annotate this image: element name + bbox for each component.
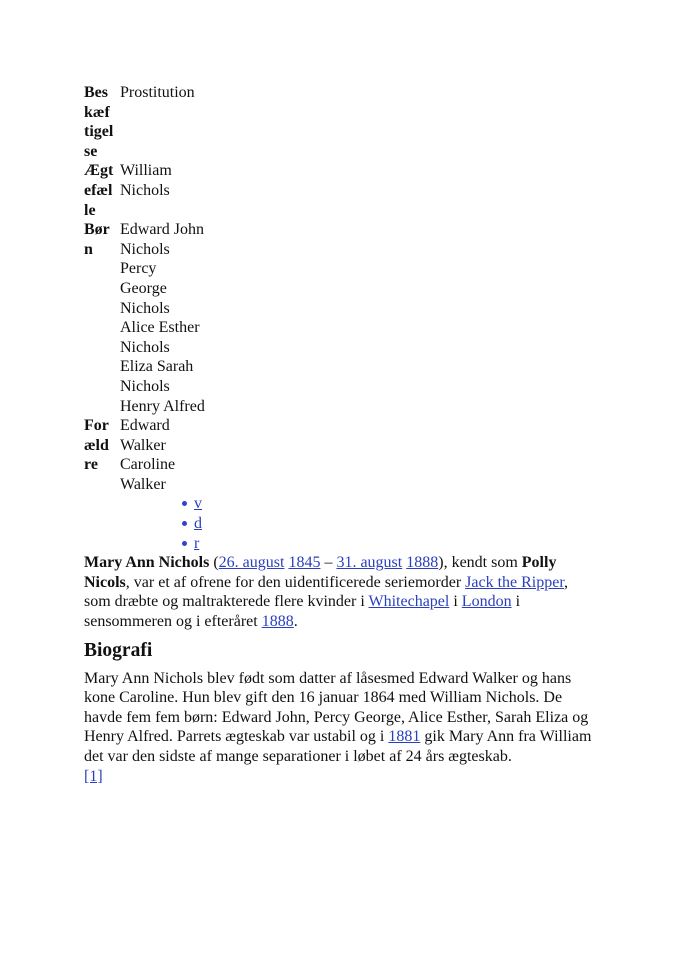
- death-date-link[interactable]: 31. august: [336, 554, 403, 572]
- birth-date-link[interactable]: 26. august: [218, 554, 285, 572]
- infobox-label: Forældre: [84, 417, 109, 474]
- intro-paragraph: [84, 553, 596, 631]
- infobox: [84, 83, 206, 494]
- biography-text: Mary Ann Nichols blev født som datter af låsesmed Edward Walker og hans kone Caroline. Hun blev gift den 16 januar 1864 med William Nichols. De havde fem fem børn: Edward John, Percy George, Alice Esther, Sarah Eliza og Henry Alfred. Parrets ægteskab var ustabil og i: [84, 669, 589, 746]
- intro-text: i sensommeren og i efteråret: [84, 593, 521, 631]
- london-link[interactable]: London: [461, 593, 512, 611]
- nav-item-view: [182, 494, 596, 514]
- whitechapel-link[interactable]: Whitechapel: [368, 593, 450, 611]
- infobox-row-occupation: [84, 83, 206, 161]
- birth-year-link[interactable]: 1845: [288, 554, 321, 572]
- intro-text: (: [209, 554, 219, 572]
- infobox-value-item: Caroline Walker: [120, 456, 176, 493]
- infobox-value: [114, 83, 206, 161]
- infobox-value-item: Alice Esther Nichols: [120, 319, 200, 356]
- infobox-value-item: Percy George Nichols: [120, 260, 170, 317]
- nav-link-discuss[interactable]: d: [194, 515, 202, 533]
- intro-text: i: [449, 593, 462, 611]
- infobox-value: [114, 220, 206, 416]
- nav-item-discuss: [182, 514, 596, 534]
- article: [84, 83, 596, 786]
- biography-heading: Biografi: [84, 639, 153, 661]
- infobox-value: [114, 416, 206, 494]
- infobox-row-children: [84, 220, 206, 416]
- year-1888-link[interactable]: 1888: [261, 613, 294, 631]
- subject-name: Mary Ann Nichols: [84, 554, 210, 572]
- infobox-label: Beskæftigelse: [84, 84, 114, 160]
- biography-text: gik Mary Ann fra William det var den sidste af mange separationer i løbet af 24 års ægteskab.: [84, 728, 592, 765]
- alias-name: Polly Nicols: [84, 554, 557, 591]
- intro-text: –: [320, 554, 337, 572]
- infobox-value-item: Edward John Nichols: [120, 221, 204, 258]
- infobox-value: [114, 161, 206, 220]
- year-1881-link[interactable]: 1881: [388, 728, 421, 746]
- infobox-label: Ægtefælle: [84, 162, 114, 219]
- jack-the-ripper-link[interactable]: Jack the Ripper: [465, 573, 565, 591]
- intro-text: .: [293, 613, 298, 631]
- infobox-value-item: Henry Alfred: [120, 397, 205, 415]
- death-year-link[interactable]: 1888: [406, 554, 439, 572]
- reference-link[interactable]: [1]: [84, 767, 103, 785]
- infobox-value-item: Prostitution: [120, 84, 195, 101]
- infobox-nav: [84, 494, 596, 553]
- intro-text: , var et af ofrene for den uidentificerede seriemorder: [125, 573, 466, 591]
- nav-link-edit[interactable]: r: [194, 534, 200, 552]
- infobox-label: Børn: [84, 221, 110, 258]
- infobox-value-item: Eliza Sarah Nichols: [120, 358, 194, 395]
- nav-link-view[interactable]: v: [194, 495, 202, 513]
- infobox-value-item: William Nichols: [120, 162, 172, 199]
- biography-paragraph: [84, 669, 596, 787]
- intro-text: , som dræbte og maltrakterede flere kvinder i: [84, 573, 569, 611]
- infobox-row-parents: [84, 416, 206, 494]
- infobox-row-spouse: [84, 161, 206, 220]
- nav-item-edit: [182, 534, 596, 554]
- intro-text: ), kendt som: [438, 554, 522, 572]
- infobox-value-item: Edward Walker: [120, 417, 170, 454]
